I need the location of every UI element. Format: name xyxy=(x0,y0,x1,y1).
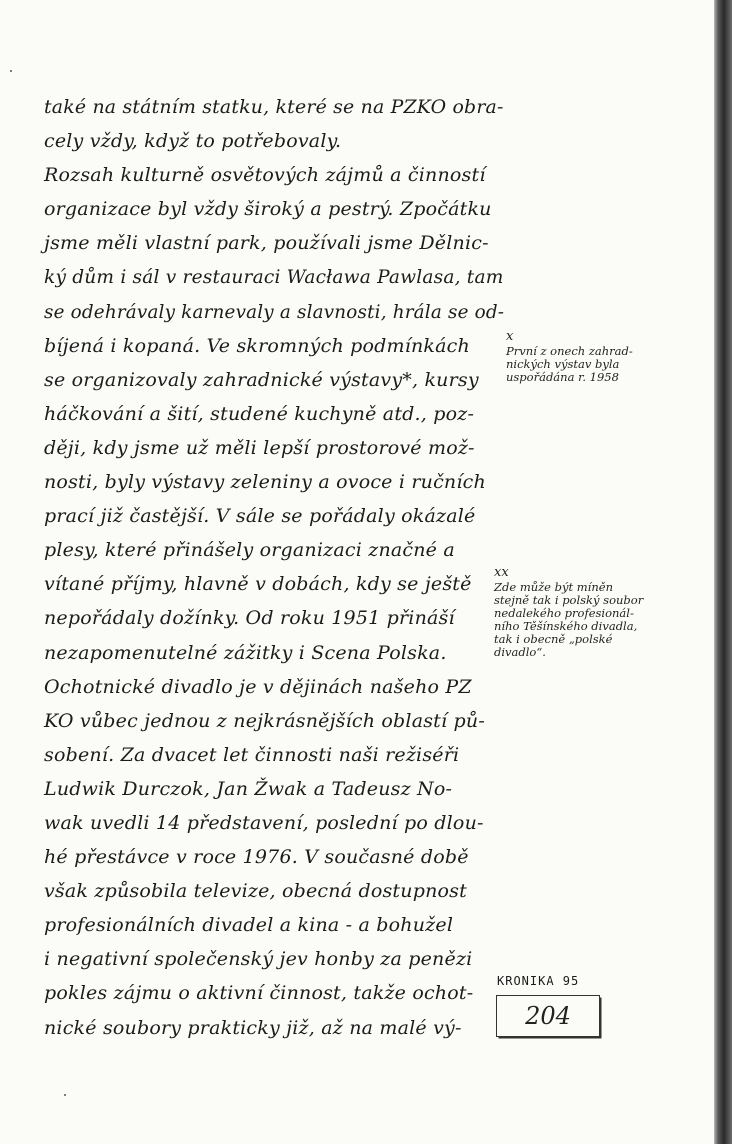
margin-note-2 xyxy=(494,566,704,659)
footnote-mark: xx xyxy=(494,565,509,580)
text-line: cely vždy, když to potřebovaly. xyxy=(44,130,342,153)
text-line: nické soubory prakticky již, až na malé vý- xyxy=(44,1016,462,1039)
text-line: Ochotnické divadlo je v dějinách našeho PZ xyxy=(44,675,472,698)
text-line: sobení. Za dvacet let činnosti naši režiséři xyxy=(44,743,460,766)
note-line: uspořádána r. 1958 xyxy=(506,370,619,384)
note-line: Zde může být míněn xyxy=(494,580,613,594)
scan-speck xyxy=(10,70,12,72)
note-line: stejně tak i polský soubor xyxy=(494,593,644,607)
text-line: se odehrávaly karnevaly a slavnosti, hrála se od- xyxy=(44,300,505,323)
text-line: jsme měli vlastní park, používali jsme Dělnic- xyxy=(44,232,489,255)
chronicle-label: KRONIKA 95 xyxy=(497,974,580,988)
text-line: i negativní společenský jev honby za penězi xyxy=(44,948,473,971)
text-line: bíjená i kopaná. Ve skromných podmínkách xyxy=(44,334,470,357)
text-line: se organizovaly zahradnické výstavy*, kursy xyxy=(44,368,479,391)
margin-note-1 xyxy=(506,330,706,384)
text-line: organizace byl vždy široký a pestrý. Zpočátku xyxy=(44,198,492,221)
footnote-mark: x xyxy=(506,329,514,344)
page-number: 204 xyxy=(525,1002,571,1030)
note-line: nedalekého profesionál- xyxy=(494,606,634,620)
text-line: nosti, byly výstavy zeleniny a ovoce i ručních xyxy=(44,471,486,494)
text-line: ký dům i sál v restauraci Wacława Pawlasa, tam xyxy=(44,266,504,289)
text-line: wak uvedli 14 představení, poslední po dlou- xyxy=(44,811,484,834)
note-line: ního Těšínského divadla, xyxy=(494,619,638,633)
text-line: nezapomenutelné zážitky i Scena Polska. xyxy=(44,641,447,664)
note-line: tak i obecně „polské xyxy=(494,632,613,646)
text-line: prací již častější. V sále se pořádaly okázalé xyxy=(44,505,476,528)
text-line: KO vůbec jednou z nejkrásnějších oblastí pů- xyxy=(44,709,485,732)
handwritten-body-text xyxy=(44,90,504,1045)
book-spine-edge xyxy=(714,0,732,1144)
text-line: háčkování a šití, studené kuchyně atd., poz- xyxy=(44,402,475,425)
text-line: vítané příjmy, hlavně v dobách, kdy se ještě xyxy=(44,573,472,596)
note-line: divadlo“. xyxy=(494,645,546,659)
text-line: Rozsah kulturně osvětových zájmů a činností xyxy=(44,164,486,187)
page-number-box xyxy=(496,995,600,1037)
text-line: plesy, které přinášely organizaci značné a xyxy=(44,539,455,562)
text-line: hé přestávce v roce 1976. V současné době xyxy=(44,846,469,869)
text-line: Ludwik Durczok, Jan Žwak a Tadeusz No- xyxy=(44,777,453,800)
text-line: však způsobila televize, obecná dostupnost xyxy=(44,880,467,903)
note-line: nických výstav byla xyxy=(506,357,620,371)
note-line: První z onech zahrad- xyxy=(506,344,633,358)
scan-speck xyxy=(64,1094,66,1096)
text-line: nepořádaly dožínky. Od roku 1951 přináší xyxy=(44,607,455,630)
text-line: profesionálních divadel a kina - a bohužel xyxy=(44,914,454,937)
text-line: také na státním statku, které se na PZKO obra- xyxy=(44,96,504,118)
text-line: pokles zájmu o aktivní činnost, takže ochot- xyxy=(44,982,474,1005)
text-line: ději, kdy jsme už měli lepší prostorové mož- xyxy=(44,436,475,459)
